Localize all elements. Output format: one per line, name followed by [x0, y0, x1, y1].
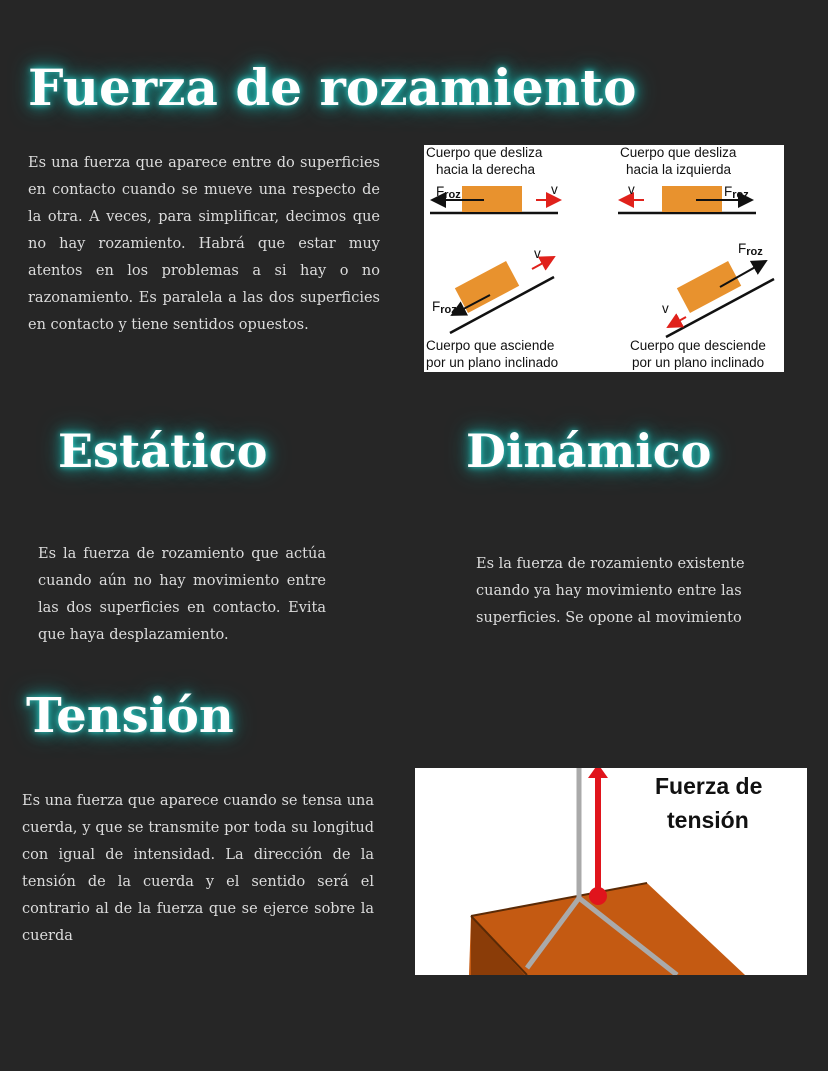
q4-block: [677, 261, 741, 313]
q2-label-1: Cuerpo que desliza: [620, 145, 737, 160]
main-title: Fuerza de rozamiento: [28, 58, 637, 117]
friction-diagram-svg: [424, 145, 784, 372]
q1-label-1: Cuerpo que desliza: [426, 145, 543, 160]
q4-label-1: Cuerpo que desciende: [630, 338, 766, 353]
q1-froz-label: Froz: [436, 184, 461, 201]
tension-title: Tensión: [26, 688, 234, 744]
q4-block-group: [677, 261, 741, 313]
tension-paragraph: Es una fuerza que aparece cuando se tensa una cuerda, y que se transmite por toda su longitud con igual de intensidad. La dirección de la tensión de la cuerda y el sentido será el contrario al de la fuerza que se ejerce sobre la cuerda: [22, 793, 374, 944]
dinamico-title: Dinámico: [466, 424, 712, 478]
intro-paragraph: Es una fuerza que aparece entre do superficies en contacto cuando se mueve una respecto de la otra. A veces, para simplificar, decimos que no hay rozamiento. Habrá que estar muy atentos en los problemas a si hay o no razonamiento. Es paralela a las dos superficies en contacto y tiene sentidos opuestos.: [28, 155, 380, 333]
q1-v-label: v: [551, 182, 558, 197]
q2-froz-label: Froz: [724, 184, 749, 201]
tension-figure-label-2: tensión: [667, 807, 749, 833]
q3-block: [455, 261, 519, 313]
q1-label-2: hacia la derecha: [436, 162, 536, 177]
estatico-paragraph: Es la fuerza de rozamiento que actúa cuando aún no hay movimiento entre las dos superficies en contacto. Evita que haya desplazamiento.: [38, 546, 326, 643]
tension-figure-label-1: Fuerza de: [655, 773, 763, 799]
friction-diagram: [424, 145, 784, 372]
q4-v-label: v: [662, 301, 669, 316]
q4-velocity-arrow: [668, 317, 686, 327]
estatico-title: Estático: [58, 424, 268, 478]
dinamico-paragraph: Es la fuerza de rozamiento existente cuando ya hay movimiento entre las superficies. Se opone al movimiento: [476, 556, 745, 626]
q4-froz-label: Froz: [738, 241, 763, 258]
q2-label-2: hacia la izquierda: [626, 162, 732, 177]
q3-block-group: [455, 261, 519, 313]
tension-figure-svg: [415, 768, 807, 975]
q3-v-label: v: [534, 246, 541, 261]
q3-label-1: Cuerpo que asciende: [426, 338, 555, 353]
q3-label-2: por un plano inclinado: [426, 355, 559, 370]
tension-point: [589, 887, 607, 905]
q3-froz-label: Froz: [432, 299, 457, 316]
q2-v-label: v: [628, 182, 635, 197]
tension-figure: [415, 768, 807, 975]
q4-label-2: por un plano inclinado: [632, 355, 765, 370]
tension-arrow-head: [588, 768, 608, 778]
